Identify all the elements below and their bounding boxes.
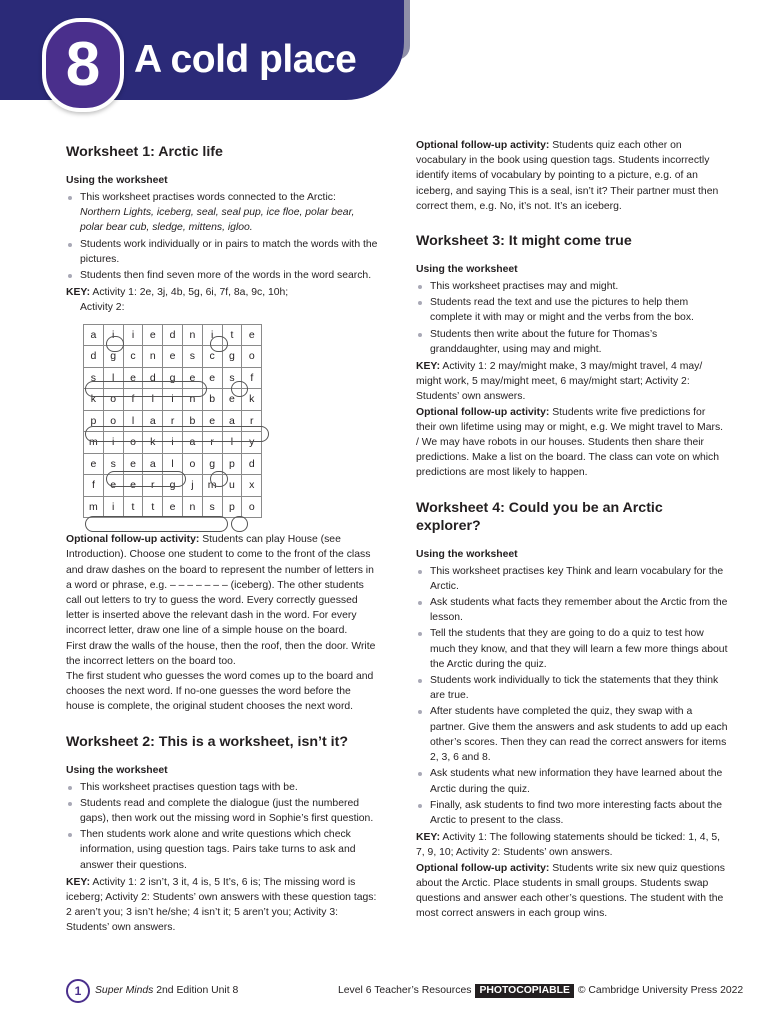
grid-row xyxy=(84,432,262,454)
ws1-followup-p2: First draw the walls of the house, then the roof, then the door. Write the incorrect letters on the board too. xyxy=(66,640,376,667)
unit-number-badge: 8 xyxy=(42,18,124,112)
grid-cell: i xyxy=(103,432,123,454)
ws2-followup: Optional follow-up activity: Students quiz each other on vocabulary in the book using question tags. Students incorrectly identify items of vocabulary by pointing to a picture, e.g. of an iceberg, and saying This is a seal, isn’t it? Their partner must then correct them, e.g. No, it’s not. It’s an iceberg. xyxy=(416,140,719,212)
ws1-using-heading: Using the worksheet xyxy=(66,175,168,186)
grid-cell: n xyxy=(182,496,202,518)
grid-cell: s xyxy=(103,453,123,475)
footer-right: Level 6 Teacher’s Resources PHOTOCOPIABLE © Cambridge University Press 2022 xyxy=(338,985,744,996)
grid-cell: b xyxy=(202,389,222,411)
grid-cell: o xyxy=(242,496,262,518)
grid-cell: o xyxy=(103,389,123,411)
grid-cell: g xyxy=(222,346,242,368)
ws4-key: KEY: Activity 1: The following statements should be ticked: 1, 4, 5, 7, 9, 10; Activity 2: Students’ own answers. xyxy=(416,832,721,859)
grid-cell: e xyxy=(202,367,222,389)
grid-row xyxy=(84,324,262,346)
grid-cell: o xyxy=(123,432,143,454)
list-item: Tell the students that they are going to do a quiz to test how much they know, and that they will learn a few more things about the Arctic during the quiz. xyxy=(416,626,728,672)
list-item: This worksheet practises question tags with be. xyxy=(66,780,378,795)
grid-row xyxy=(84,389,262,411)
word-search-grid xyxy=(66,324,378,519)
grid-row xyxy=(84,475,262,497)
grid-cell: m xyxy=(84,432,104,454)
grid-row xyxy=(84,367,262,389)
list-item: Students read the text and use the pictures to help them complete it with may or might and the verbs from the box. xyxy=(416,295,728,325)
ws1-followup-p3: The first student who guesses the word comes up to the board and chooses the next word. If no-one guesses the word before the house is complete, the original student chooses the next word. xyxy=(66,670,374,713)
list-item: Students read and complete the dialogue (just the numbered gaps), then work out the missing word in Sophie’s first question. xyxy=(66,796,378,826)
grid-cell: i xyxy=(202,324,222,346)
ws4-using-heading: Using the worksheet xyxy=(416,548,518,560)
grid-cell: i xyxy=(163,389,183,411)
grid-cell: r xyxy=(202,432,222,454)
grid-row xyxy=(84,496,262,518)
grid-cell: p xyxy=(84,410,104,432)
grid-cell: a xyxy=(143,453,163,475)
grid-cell: m xyxy=(84,496,104,518)
grid-cell: g xyxy=(163,475,183,497)
grid-cell: l xyxy=(143,389,163,411)
grid-cell: f xyxy=(123,389,143,411)
grid-cell: e xyxy=(123,475,143,497)
grid-cell: p xyxy=(222,496,242,518)
grid-row xyxy=(84,410,262,432)
grid-cell: f xyxy=(84,475,104,497)
footer-book: Super Minds 2nd Edition Unit 8 xyxy=(95,985,239,996)
grid-cell: b xyxy=(182,410,202,432)
left-column xyxy=(66,143,378,936)
grid-cell: t xyxy=(123,496,143,518)
list-item: Students work individually to tick the statements that they think are true. xyxy=(416,673,728,703)
grid-cell: t xyxy=(222,324,242,346)
ws3-using-heading: Using the worksheet xyxy=(416,264,518,276)
grid-cell: k xyxy=(143,432,163,454)
grid-cell: c xyxy=(202,346,222,368)
list-item: Finally, ask students to find two more interesting facts about the Arctic to present to the class. xyxy=(416,798,728,828)
ws2-bullets xyxy=(66,780,378,873)
grid-cell: f xyxy=(242,367,262,389)
grid-cell: e xyxy=(163,496,183,518)
ws1-bullets xyxy=(66,190,378,283)
grid-cell: e xyxy=(202,410,222,432)
unit-title: A cold place xyxy=(134,38,357,81)
grid-cell: e xyxy=(103,475,123,497)
grid-cell: s xyxy=(202,496,222,518)
grid-row xyxy=(84,346,262,368)
grid-cell: g xyxy=(163,367,183,389)
list-item: This worksheet practises words connected to the Arctic: Northern Lights, iceberg, seal, seal pup, ice floe, polar bear, polar bear cub, sledge, mittens, igloo. xyxy=(66,190,378,236)
photocopiable-badge: PHOTOCOPIABLE xyxy=(475,984,573,998)
grid-cell: u xyxy=(222,475,242,497)
grid-cell: o xyxy=(182,453,202,475)
ws3-title: Worksheet 3: It might come true xyxy=(416,233,632,250)
grid-cell: e xyxy=(242,324,262,346)
list-item: Ask students what facts they remember about the Arctic from the lesson. xyxy=(416,595,728,625)
grid-cell: i xyxy=(163,432,183,454)
grid-cell: k xyxy=(84,389,104,411)
ws4-followup: Optional follow-up activity: Students write six new quiz questions about the Arctic. Place students in small groups. Students swap questions and answer each other’s questions. The student with the most correct answers in each group wins. xyxy=(416,862,725,920)
ws1-title: Worksheet 1: Arctic life xyxy=(66,144,223,160)
list-item: Ask students what new information they have learned about the Arctic during the quiz. xyxy=(416,766,728,796)
grid-cell: j xyxy=(182,475,202,497)
grid-cell: i xyxy=(103,496,123,518)
grid-cell: c xyxy=(123,346,143,368)
grid-cell: d xyxy=(143,367,163,389)
list-item: This worksheet practises may and might. xyxy=(416,279,728,294)
grid-cell: e xyxy=(182,367,202,389)
right-column xyxy=(416,138,728,921)
ws1-followup: Optional follow-up activity: Students can play House (see Introduction). Choose one student to come to the front of the class and draw dashes on the board to represent the number of letters in a word or phrase, e.g. – – – – – – – (iceberg). The other students call out letters to try to guess the word. Every correctly guessed letter is inserted above the relevant dash in the word. For every incorrect letter, draw one line of a simple house on the board. xyxy=(66,534,374,637)
grid-cell: a xyxy=(143,410,163,432)
grid-cell: x xyxy=(242,475,262,497)
grid-cell: a xyxy=(222,410,242,432)
grid-cell: i xyxy=(103,324,123,346)
ws4-bullets xyxy=(416,564,728,828)
list-item: Students then write about the future for Thomas’s granddaughter, using may and might. xyxy=(416,327,728,357)
grid-cell: s xyxy=(182,346,202,368)
grid-cell: d xyxy=(242,453,262,475)
ws2-title: Worksheet 2: This is a worksheet, isn’t it? xyxy=(66,733,348,750)
grid-cell: l xyxy=(222,432,242,454)
grid-cell: n xyxy=(182,389,202,411)
grid-cell: r xyxy=(163,410,183,432)
grid-cell: k xyxy=(242,389,262,411)
grid-cell: g xyxy=(103,346,123,368)
ws4-title: Worksheet 4: Could you be an Arctic explorer? xyxy=(416,499,663,534)
grid-cell: e xyxy=(143,324,163,346)
grid-cell: m xyxy=(202,475,222,497)
grid-cell: d xyxy=(163,324,183,346)
grid-cell: p xyxy=(222,453,242,475)
grid-cell: e xyxy=(123,367,143,389)
list-item: This worksheet practises key Think and learn vocabulary for the Arctic. xyxy=(416,564,728,594)
list-item: Students work individually or in pairs to match the words with the pictures. xyxy=(66,237,378,267)
grid-cell: d xyxy=(84,346,104,368)
ws3-followup: Optional follow-up activity: Students write five predictions for their own lifetime using may or might, e.g. We might travel to Mars. / We may have robots in our houses. Students then share their predictions. Make a list on the board. The class can vote on which predictions are most likely to happen. xyxy=(416,406,724,479)
grid-cell: y xyxy=(242,432,262,454)
grid-cell: e xyxy=(222,389,242,411)
grid-cell: l xyxy=(103,367,123,389)
grid-cell: l xyxy=(163,453,183,475)
list-item: Students then find seven more of the words in the word search. xyxy=(66,268,378,283)
grid-cell: a xyxy=(84,324,104,346)
grid-cell: g xyxy=(202,453,222,475)
grid-cell: t xyxy=(143,496,163,518)
grid-cell: o xyxy=(103,410,123,432)
ws3-bullets xyxy=(416,279,728,357)
ws3-key: KEY: Activity 1: 2 may/might make, 3 may/might travel, 4 may/ might work, 5 may/might meet, 6 may/might start; Activity 2: Students’ own answers. xyxy=(416,361,703,403)
ws2-using-heading: Using the worksheet xyxy=(66,764,168,776)
ws1-key: KEY: Activity 1: 2e, 3j, 4b, 5g, 6i, 7f, 8a, 9c, 10h; Activity 2: xyxy=(66,287,289,314)
grid-cell: e xyxy=(123,453,143,475)
grid-cell: n xyxy=(182,324,202,346)
grid-cell: e xyxy=(163,346,183,368)
grid-row xyxy=(84,453,262,475)
page-number: 1 xyxy=(66,979,90,1003)
grid-cell: l xyxy=(123,410,143,432)
grid-cell: n xyxy=(143,346,163,368)
grid-cell: r xyxy=(242,410,262,432)
grid-cell: r xyxy=(143,475,163,497)
grid-cell: i xyxy=(123,324,143,346)
grid-cell: a xyxy=(182,432,202,454)
ws2-key: KEY: Activity 1: 2 isn’t, 3 it, 4 is, 5 It’s, 6 is; The missing word is iceberg; Activity 2: Students’ own answers with these question tags: 2 aren’t you; 3 isn’t he/she; 4 isn’t it; 5 aren’t you; Activity 3: Students’ own answers. xyxy=(66,876,377,934)
grid-cell: e xyxy=(84,453,104,475)
grid-cell: s xyxy=(222,367,242,389)
list-item: After students have completed the quiz, they swap with a partner. Give them the answers and ask students to add up each other’s scores. Then they can read the correct answers for items 2, 3, 6 and 8. xyxy=(416,704,728,765)
grid-cell: s xyxy=(84,367,104,389)
grid-cell: o xyxy=(242,346,262,368)
list-item: Then students work alone and write questions which check information, using question tags. Pairs take turns to ask and answer their questions. xyxy=(66,827,378,873)
